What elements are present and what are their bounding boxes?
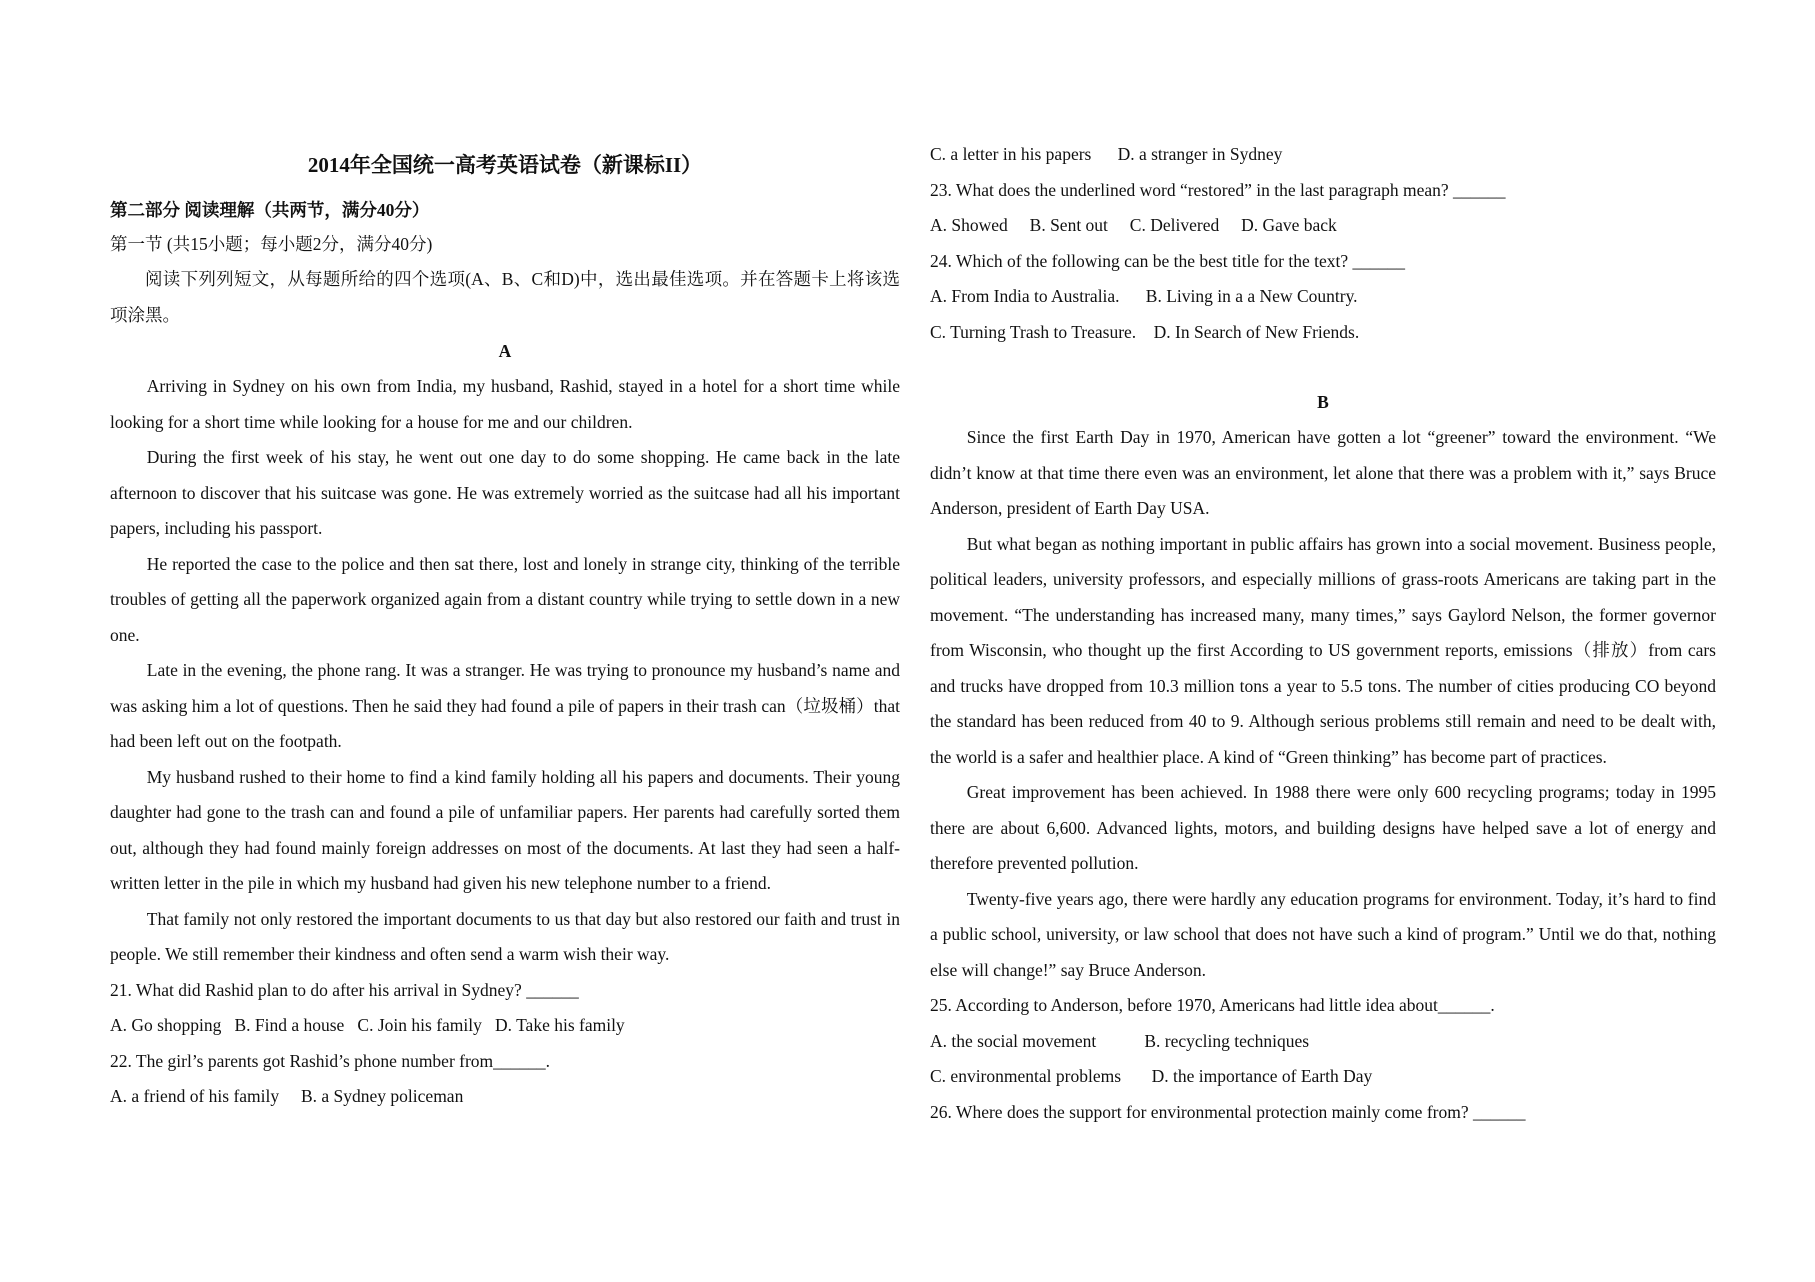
question-25: 25. According to Anderson, before 1970, Americans had little idea about______. [930, 995, 1495, 1015]
passage-a-label: A [498, 341, 512, 361]
subsection-heading: 第一节 (共15小题；每小题2分，满分40分) [110, 234, 433, 254]
exam-title: 2014年全国统一高考英语试卷（新课标II） [307, 153, 703, 177]
passage-a-paragraph: Arriving in Sydney on his own from India, my husband, Rashid, stayed in a hotel for a short time while looking for a short time while looking for a house for me and our children. [110, 376, 900, 432]
passage-b-paragraph: Great improvement has been achieved. In 1988 there were only 600 recycling programs; today in 1995 there are about 6,600. Advanced lights, motors, and building designs have helped save a lot of energy and therefore prevented pollution. [930, 782, 1716, 873]
question-21-options: A. Go shopping B. Find a house C. Join his family D. Take his family [110, 1015, 625, 1035]
passage-b-paragraph: But what began as nothing important in public affairs has grown into a social movement. Business people, political leaders, university professors, and especially millions of grass-roots Americans are taking part in the movement. “The understanding has increased many, many times,” says Gaylord Nelson, the former governor from Wisconsin, who thought up the first According to US government reports, emissions（排放）from cars and trucks have dropped from 10.3 million tons a year to 5.5 tons. The number of cities producing CO beyond the standard has been reduced from 40 to 9. Although serious problems still remain and need to be dealt with, the world is a safer and healthier place. A kind of “Green thinking” has become part of practices. [930, 533, 1716, 767]
section-heading: 第二部分 阅读理解（共两节，满分40分） [110, 200, 430, 220]
question-23-options: A. Showed B. Sent out C. Delivered D. Gave back [930, 215, 1337, 235]
passage-a-paragraph: During the first week of his stay, he went out one day to do some shopping. He came back in the late afternoon to discover that his suitcase was gone. He was extremely worried as the suitcase had all his important papers, including his passport. [110, 447, 900, 538]
question-22: 22. The girl’s parents got Rashid’s phone number from______. [110, 1050, 551, 1071]
passage-a-paragraph: My husband rushed to their home to find a kind family holding all his papers and documents. Their young daughter had gone to the trash can and found a pile of unfamiliar papers. Her parents had carefully sorted them out, although they had found mainly foreign addresses on most of the documents. At last they had seen a half-written letter in the pile in which my husband had given his new telephone number to a friend. [110, 766, 900, 893]
passage-b-paragraph: Twenty-five years ago, there were hardly any education programs for environment. Today, it’s hard to find a public school, university, or law school that does not have such a kind of program.” Until we do that, nothing else will change!” say Bruce Anderson. [930, 888, 1716, 980]
question-24: 24. Which of the following can be the best title for the text? ______ [930, 250, 1405, 271]
spacer [930, 350, 1716, 384]
question-25-options: C. environmental problems D. the importance of Earth Day [930, 1066, 1373, 1086]
question-23: 23. What does the underlined word “restored” in the last paragraph mean? ______ [930, 179, 1506, 200]
right-column [930, 137, 1716, 1130]
question-26: 26. Where does the support for environmental protection mainly come from? ______ [930, 1101, 1526, 1122]
passage-b-label: B [1317, 392, 1329, 412]
passage-b-paragraph: Since the first Earth Day in 1970, American have gotten a lot “greener” toward the environment. “We didn’t know at that time there even was an environment, let alone that there was a problem with it,” says Bruce Anderson, president of Earth Day USA. [930, 427, 1716, 518]
left-column [110, 145, 900, 1115]
question-22-options: A. a friend of his family B. a Sydney policeman [110, 1086, 464, 1106]
question-21: 21. What did Rashid plan to do after his arrival in Sydney? ______ [110, 979, 579, 1000]
question-24-options: A. From India to Australia. B. Living in a a New Country. [930, 286, 1358, 306]
passage-a-paragraph: That family not only restored the important documents to us that day but also restored our faith and trust in people. We still remember their kindness and often send a warm wish their way. [110, 908, 900, 964]
question-24-options: C. Turning Trash to Treasure. D. In Search of New Friends. [930, 321, 1360, 342]
question-25-options: A. the social movement B. recycling techniques [930, 1030, 1310, 1051]
instructions: 阅读下列列短文，从每题所给的四个选项(A、B、C和D)中，选出最佳选项。并在答题卡上将该选项涂黑。 [110, 269, 900, 325]
passage-a-paragraph: He reported the case to the police and then sat there, lost and lonely in strange city, thinking of the terrible troubles of getting all the paperwork organized again from a distant country while trying to settle down in a new one. [110, 553, 900, 645]
passage-a-paragraph: Late in the evening, the phone rang. It was a stranger. He was trying to pronounce my husband’s name and was asking him a lot of questions. Then he said they had found a pile of papers in their trash can（垃圾桶）that had been left out on the footpath. [110, 660, 900, 751]
question-22-options: C. a letter in his papers D. a stranger in Sydney [930, 144, 1283, 164]
